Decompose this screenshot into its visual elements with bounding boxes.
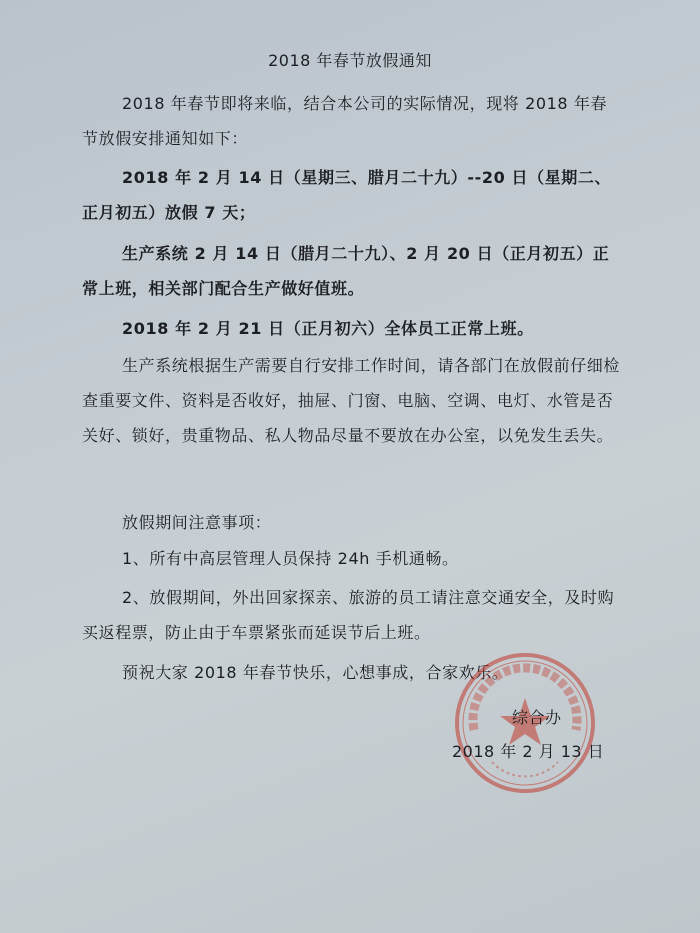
production-duty-paragraph: 生产系统 2 月 14 日（腊月二十九）、2 月 20 日（正月初五）正常上班，相关部门配合生产做好值班。 [82, 244, 610, 298]
note-item-1: 1、所有中高层管理人员保持 24h 手机通畅。 [122, 549, 459, 568]
intro-paragraph: 2018 年春节即将来临，结合本公司的实际情况，现将 2018 年春节放假安排通知如下： [82, 94, 608, 148]
notice-date: 2018 年 2 月 13 日 [452, 742, 605, 761]
arrangement-paragraph: 生产系统根据生产需要自行安排工作时间，请各部门在放假前仔细检查重要文件、资料是否收好，抽屉、门窗、电脑、空调、电灯、水管是否关好、锁好，贵重物品、私人物品尽量不要放在办公室，以免发生丢失。 [82, 356, 621, 445]
notes-heading: 放假期间注意事项： [122, 513, 272, 532]
greeting-paragraph: 预祝大家 2018 年春节快乐，心想事成，合家欢乐。 [122, 663, 509, 682]
note-item-2: 2、放假期间，外出回家探亲、旅游的员工请注意交通安全，及时购买返程票，防止由于车票紧张而延误节后上班。 [82, 588, 615, 642]
signature-department: 综合办 [512, 708, 562, 727]
return-to-work-paragraph: 2018 年 2 月 21 日（正月初六）全体员工正常上班。 [122, 319, 534, 338]
notice-title: 2018 年春节放假通知 [268, 51, 432, 70]
holiday-period-paragraph: 2018 年 2 月 14 日（星期三、腊月二十九）--20 日（星期二、正月初五）放假 7 天； [82, 168, 612, 222]
